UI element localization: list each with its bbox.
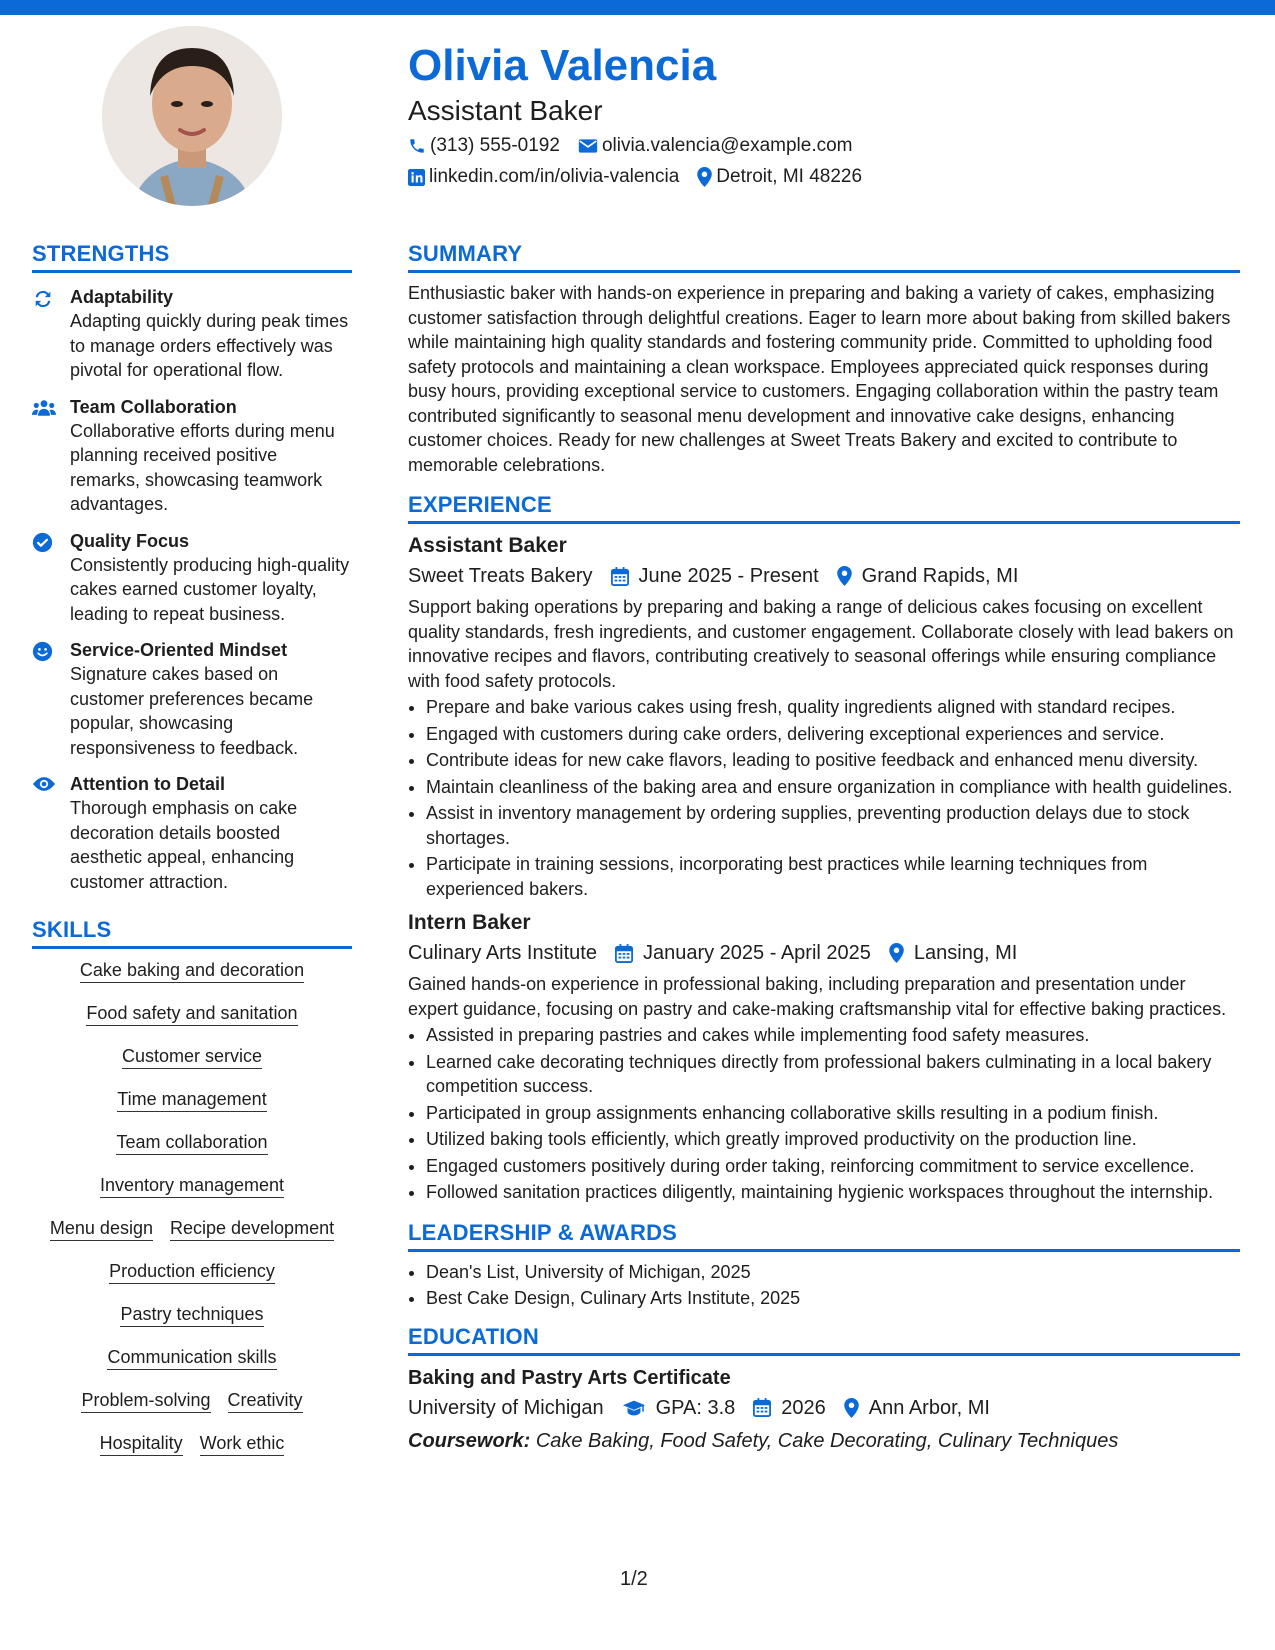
skill-tag: Customer service: [122, 1045, 262, 1069]
profile-photo: [102, 26, 282, 206]
company-name: Sweet Treats Bakery: [408, 565, 593, 587]
linkedin-text: linkedin.com/in/olivia-valencia: [429, 166, 680, 187]
school-name: University of Michigan: [408, 1396, 604, 1419]
strength-title: Attention to Detail: [70, 774, 225, 794]
job-bullet: • Participate in training sessions, incorporating best practices while learning techniques from experienced bakers.: [426, 852, 1240, 901]
job-bullet: • Assist in inventory management by ordering supplies, preventing production delays due to stock shortages.: [426, 801, 1240, 850]
job-description: Gained hands-on experience in professional baking, including preparation and presentation under expert guidance, focusing on pastry and cake-making craftsmanship vital for effective baking practices.: [408, 974, 1227, 1019]
coursework-text: Cake Baking, Food Safety, Cake Decorating, Culinary Techniques: [535, 1429, 1119, 1452]
candidate-name: Olivia Valencia: [408, 41, 717, 90]
strength-item: [32, 285, 352, 383]
strength-item: [32, 638, 352, 760]
strength-title: Service-Oriented Mindset: [70, 640, 288, 660]
job-title: Intern Baker: [408, 911, 531, 934]
map-pin-icon: [837, 566, 852, 586]
strength-desc: Thorough emphasis on cake decoration details boosted aesthetic appeal, enhancing customer attraction.: [70, 798, 298, 892]
email-text: olivia.valencia@example.com: [601, 135, 853, 156]
strength-desc: Signature cakes based on customer preferences became popular, showcasing responsiveness to feedback.: [70, 664, 314, 758]
calendar-icon: [615, 944, 633, 963]
summary-text: Enthusiastic baker with hands-on experience in preparing and baking a variety of cakes, emphasizing customer satisfaction through delightful creations. Eager to learn more about baking from skilled bakers while maintaining high quality standards and fostering community pride. Committed to upholding food safety protocols and maintaining a clean workspace. Employees appreciated quick responses during busy hours, providing exceptional service to customers. Engaging collaboration within the pastry team contributed significantly to seasonal menu development and innovative cake designs, enhancing customer choices. Ready for new challenges at Sweet Treats Bakery and excited to contribute to memorable celebrations.: [408, 283, 1231, 475]
calendar-icon: [753, 1398, 771, 1417]
eye-icon: [32, 775, 56, 793]
top-accent-bar: [0, 0, 1275, 15]
gpa-wrap: [622, 1394, 736, 1422]
location-contact: [697, 165, 862, 189]
strength-item: [32, 395, 352, 517]
education-meta: [408, 1394, 1240, 1422]
job-meta: [408, 939, 1240, 967]
skill-tag: Hospitality: [100, 1432, 183, 1456]
check-circle-icon: [32, 532, 53, 553]
awards-list: [408, 1260, 1240, 1311]
contact-row-2: [408, 165, 880, 189]
strength-title: Team Collaboration: [70, 396, 237, 417]
job-bullets: [408, 695, 1240, 901]
sync-icon: [32, 288, 54, 310]
company-name: Culinary Arts Institute: [408, 942, 597, 964]
job-dates: June 2025 - Present: [638, 565, 819, 587]
job-dates: January 2025 - April 2025: [642, 942, 871, 964]
skill-tag: Problem-solving: [81, 1389, 210, 1413]
skill-tag: Recipe development: [170, 1217, 334, 1241]
job-entry: [408, 532, 1240, 901]
job-entry: [408, 909, 1240, 1205]
job-title: Assistant Baker: [408, 534, 567, 557]
strength-desc: Consistently producing high-quality cakes earned customer loyalty, leading to repeat business.: [70, 554, 350, 624]
map-pin-icon: [844, 1398, 859, 1418]
coursework-line: [408, 1427, 1240, 1455]
linkedin-icon: [408, 169, 425, 186]
map-pin-icon: [697, 167, 712, 187]
envelope-icon: [578, 138, 598, 154]
skill-tag: Inventory management: [100, 1174, 284, 1198]
strengths-heading: STRENGTHS: [32, 240, 352, 273]
edu-year: 2026: [781, 1396, 826, 1419]
email-contact[interactable]: [578, 134, 853, 158]
awards-heading: LEADERSHIP & AWARDS: [408, 1219, 1240, 1252]
skill-tag: Time management: [117, 1088, 266, 1112]
award-item: • Best Cake Design, Culinary Arts Institute, 2025: [426, 1286, 1240, 1311]
coursework-label: Coursework:: [408, 1429, 531, 1452]
phone-icon: [408, 137, 426, 155]
job-description: Support baking operations by preparing and baking a range of delicious cakes focusing on excellent quality standards, fresh ingredients, and customer engagement. Collaborate closely with lead bakers on innovative recipes and flavors, contributing creatively to seasonal offerings while ensuring compliance with food safety protocols.: [408, 597, 1234, 691]
skill-tag: Production efficiency: [109, 1260, 275, 1284]
phone-text: (313) 555-0192: [430, 135, 560, 156]
edu-location-wrap: [844, 1394, 990, 1422]
map-pin-icon: [889, 943, 904, 963]
gpa-text: GPA: 3.8: [655, 1396, 736, 1419]
job-dates-wrap: [611, 562, 819, 590]
education-heading: EDUCATION: [408, 1323, 1240, 1356]
job-bullet: • Engaged customers positively during order taking, reinforcing commitment to service excellence.: [426, 1154, 1240, 1179]
skill-tag: Creativity: [228, 1389, 303, 1413]
linkedin-contact[interactable]: [408, 165, 679, 189]
job-location-wrap: [889, 939, 1017, 967]
job-dates-wrap: [615, 939, 871, 967]
candidate-title: Assistant Baker: [408, 95, 603, 126]
experience-heading: EXPERIENCE: [408, 491, 1240, 524]
strength-title: Adaptability: [70, 287, 174, 307]
degree-title: Baking and Pastry Arts Certificate: [408, 1366, 731, 1389]
edu-location: Ann Arbor, MI: [868, 1396, 990, 1419]
skills-heading: SKILLS: [32, 916, 352, 949]
job-bullet: • Maintain cleanliness of the baking area and ensure organization in compliance with health guidelines.: [426, 775, 1240, 800]
skill-tag: Communication skills: [107, 1346, 276, 1370]
job-bullet: • Engaged with customers during cake orders, delivering exceptional experiences and service.: [426, 722, 1240, 747]
skill-tag: Pastry techniques: [120, 1303, 263, 1327]
job-bullet: • Prepare and bake various cakes using fresh, quality ingredients aligned with standard recipes.: [426, 695, 1240, 720]
strength-item: [32, 772, 352, 894]
job-location: Grand Rapids, MI: [861, 565, 1019, 587]
job-location-wrap: [837, 562, 1019, 590]
job-bullet: • Contribute ideas for new cake flavors, leading to positive feedback and enhanced menu diversity.: [426, 748, 1240, 773]
job-bullet: • Learned cake decorating techniques directly from professional bakers culminating in a local bakery competition success.: [426, 1050, 1240, 1099]
job-bullet: • Participated in group assignments enhancing collaborative skills resulting in a podium finish.: [426, 1101, 1240, 1126]
calendar-icon: [611, 567, 629, 586]
summary-heading: SUMMARY: [408, 240, 1240, 273]
job-bullet: • Assisted in preparing pastries and cakes while implementing food safety measures.: [426, 1023, 1240, 1048]
job-bullet: • Utilized baking tools efficiently, which greatly improved productivity on the production line.: [426, 1127, 1240, 1152]
job-location: Lansing, MI: [913, 942, 1018, 964]
left-column: [32, 240, 352, 1456]
right-column: [408, 240, 1240, 1455]
job-bullets: [408, 1023, 1240, 1205]
contact-row-1: [408, 134, 871, 158]
page-number: 1/2: [620, 1568, 648, 1590]
skill-tag: Team collaboration: [116, 1131, 267, 1155]
skill-tag: Food safety and sanitation: [86, 1002, 297, 1026]
location-text: Detroit, MI 48226: [716, 166, 863, 187]
strength-desc: Adapting quickly during peak times to manage orders effectively was pivotal for operational flow.: [70, 311, 349, 380]
strength-desc: Collaborative efforts during menu planning received positive remarks, showcasing teamwork advantages.: [70, 420, 335, 514]
edu-year-wrap: [753, 1394, 826, 1422]
graduation-cap-icon: [622, 1399, 646, 1417]
users-icon: [32, 398, 56, 418]
strength-title: Quality Focus: [70, 530, 190, 551]
skills-list: [32, 959, 352, 1456]
smile-icon: [32, 641, 53, 662]
award-item: • Dean's List, University of Michigan, 2025: [426, 1260, 1240, 1285]
skill-tag: Work ethic: [200, 1432, 285, 1456]
job-bullet: • Followed sanitation practices diligently, maintaining hygienic workspaces throughout the internship.: [426, 1180, 1240, 1205]
phone-contact[interactable]: [408, 134, 560, 158]
strength-item: [32, 529, 352, 627]
skill-tag: Cake baking and decoration: [80, 959, 304, 983]
skill-tag: Menu design: [50, 1217, 153, 1241]
job-meta: [408, 562, 1240, 590]
